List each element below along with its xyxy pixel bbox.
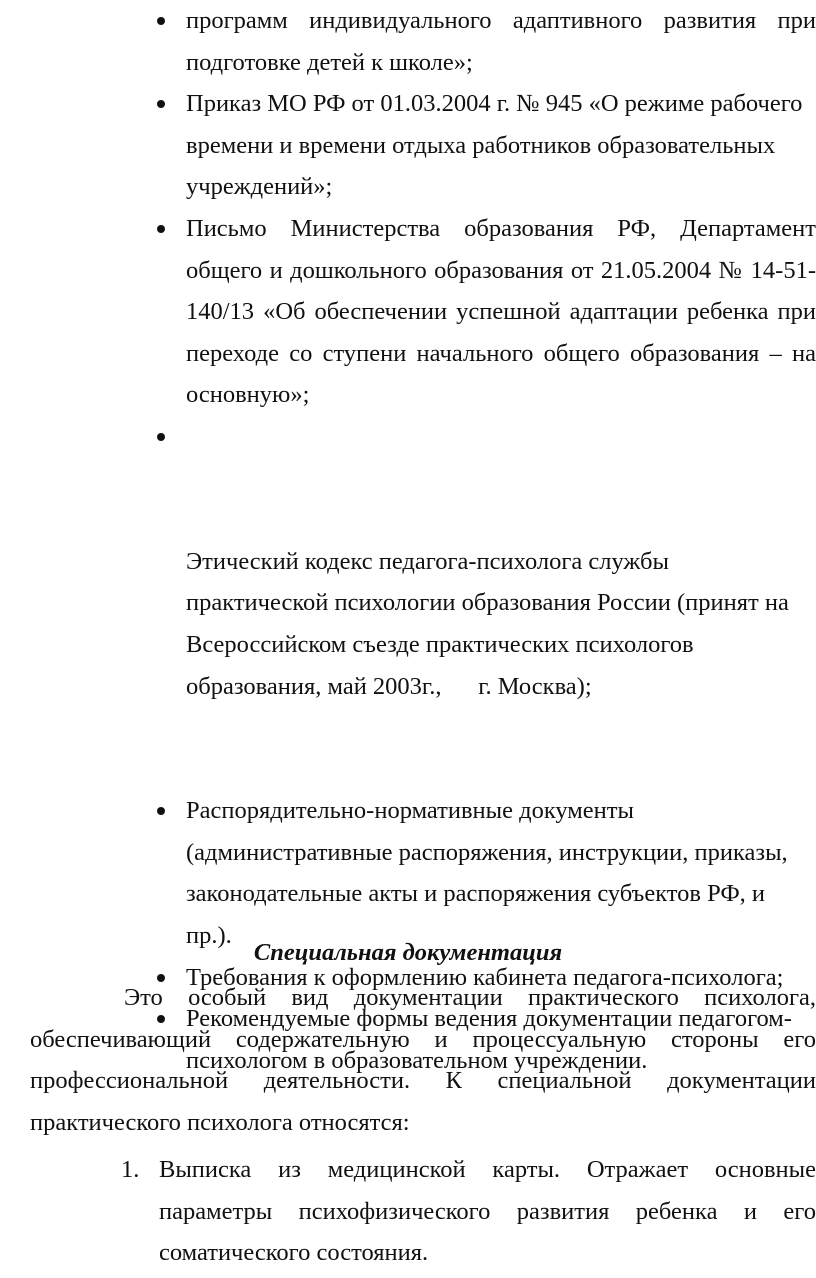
bullet-icon: [157, 100, 165, 108]
list-item-text: Требования к оформлению кабинета педагога-психолога;: [186, 963, 784, 991]
list-item: [186, 416, 798, 790]
list-item: [186, 0, 816, 83]
body-paragraph: Это особый вид документации практического психолога, обеспечивающий содержательную и процессуальную стороны его профессиональной деятельности. К специальной документации практического психолога относятся:: [30, 984, 816, 1136]
list-item-number: 1.: [121, 1156, 140, 1183]
bullet-icon: [157, 807, 165, 815]
list-item: [186, 83, 810, 208]
list-item-text: Этический кодекс педагога-психолога службы практической психологии образования России (принят на Всероссийском съезде практических психологов образования, май 2003г., г. Москва);: [186, 547, 795, 700]
bullet-icon: [157, 17, 165, 25]
section-heading: Специальная документация: [253, 939, 563, 966]
list-item-text: Рекомендуемые формы ведения документации педагогом-психологом в образовательном учреждении.: [186, 1005, 792, 1074]
list-item-text: Выписка из медицинской карты. Отражает основные параметры психофизического развития ребенка и его соматического состояния.: [159, 1156, 816, 1267]
list-item-text: Письмо Министерства образования РФ, Департамент общего и дошкольного образования от 21.05.2004 № 14-51-140/13 «Об обеспечении успешной адаптации ребенка при переходе со ступени начального общего образования – на основную»;: [186, 214, 816, 409]
list-item-text: программ индивидуального адаптивного развития при подготовке детей к школе»;: [186, 7, 816, 76]
bullet-icon: [157, 225, 165, 233]
list-item-text: Приказ МО РФ от 01.03.2004 г. № 945 «О режиме рабочего времени и времени отдыха работников образовательных учреждений»;: [186, 90, 803, 201]
numbered-list: [0, 1149, 816, 1274]
bullet-icon: [157, 433, 165, 441]
list-item-text: Распорядительно-нормативные документы (административные распоряжения, инструкции, приказы, законодательные акты и распоряжения субъектов РФ, и пр.).: [186, 797, 788, 950]
list-item: [121, 1149, 816, 1274]
list-item: [186, 790, 792, 956]
list-item: [186, 208, 816, 416]
